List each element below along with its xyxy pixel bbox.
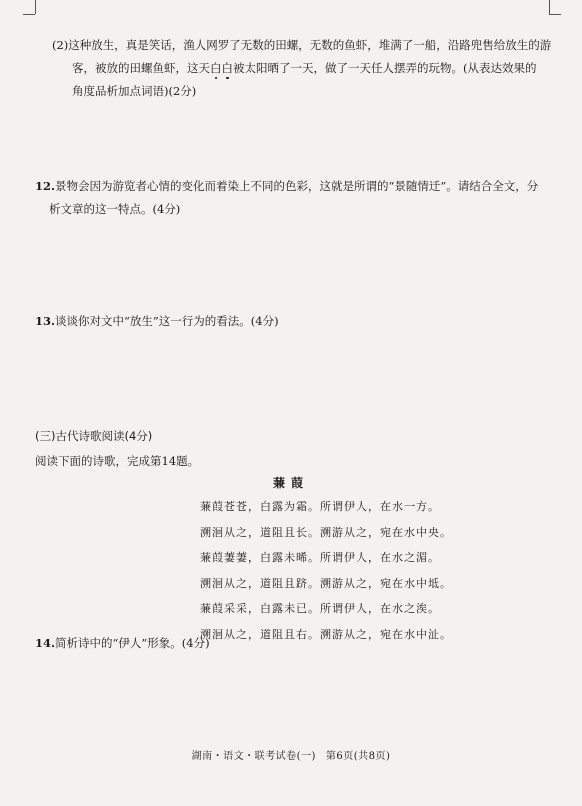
question-11-part-2 [52, 34, 552, 103]
poem-body [200, 494, 452, 647]
poem-line: 蒹葭苍苍，白露为霜。所谓伊人，在水一方。 [200, 500, 440, 513]
q11-2-line-2-post: 被太阳晒了一天，做了一天任人摆弄的玩物。(从表达效果的 [233, 61, 537, 75]
poem-line: 蒹葭萋萋，白露未晞。所谓伊人，在水之湄。 [200, 551, 440, 564]
poem-line: 蒹葭采采，白露未已。所谓伊人，在水之涘。 [200, 602, 440, 615]
question-14 [35, 632, 210, 654]
page-footer [0, 750, 582, 764]
question-13 [35, 310, 550, 333]
question-12 [35, 175, 550, 221]
q12-text-1: 景物会因为游览者心情的变化而着染上不同的色彩，这就是所谓的“景随情迁”。请结合全文，分 [55, 179, 539, 193]
q13-text: 谈谈你对文中“放生”这一行为的看法。(4分) [55, 314, 279, 328]
q11-2-line-1: (2)这种放生，真是笑话，渔人网罗了无数的田螺，无数的鱼虾，堆满了一船，沿路兜售给放生的游 [52, 38, 552, 52]
q11-2-line-3: 角度品析加点词语)(2分) [72, 84, 197, 98]
q12-line-1 [35, 175, 550, 198]
emphasis-dot-word-2: 白 [221, 61, 233, 75]
q14-number: 14. [35, 636, 56, 650]
q13-number: 13. [35, 314, 56, 328]
footer-exam-name: 湖南・语文・联考试卷(一) [191, 751, 316, 762]
q14-text: 简析诗中的“伊人”形象。(4分) [55, 636, 210, 650]
q12-line-2: 析文章的这一特点。(4分) [49, 202, 181, 216]
poem-line: 溯洄从之，道阻且跻。溯游从之，宛在水中坻。 [200, 576, 452, 590]
crop-mark-right [549, 0, 550, 14]
section-3-title: (三)古代诗歌阅读(4分) [35, 429, 153, 443]
q11-2-line-2 [52, 57, 552, 80]
footer-page-number: 第6页(共8页) [325, 751, 391, 762]
emphasis-dot-word-1: 白 [210, 61, 222, 75]
crop-mark-left [35, 0, 36, 14]
poem-line: 溯洄从之，道阻且右。溯游从之，宛在水中沚。 [200, 627, 452, 641]
poem-title: 蒹葭 [272, 476, 309, 490]
section-3-instruction: 阅读下面的诗歌，完成第14题。 [35, 454, 200, 468]
poem-line: 溯洄从之，道阻且长。溯游从之，宛在水中央。 [200, 525, 452, 539]
q11-2-line-2-pre: 客，被放的田螺鱼虾，这天 [72, 61, 210, 75]
q12-number: 12. [35, 179, 56, 193]
